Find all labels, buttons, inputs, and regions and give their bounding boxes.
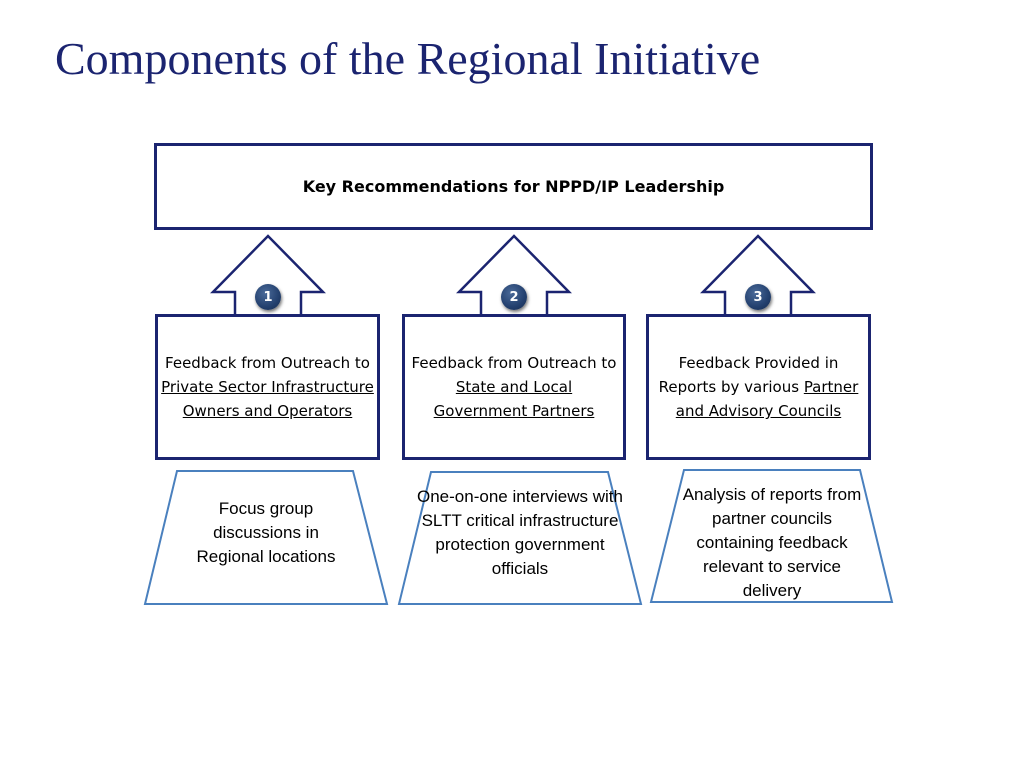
step-badge-3: 3 — [745, 284, 771, 310]
feedback-box-1 — [155, 314, 380, 460]
feedback-text-2: Feedback from Outreach to — [411, 354, 617, 372]
step-badge-2: 2 — [501, 284, 527, 310]
method-text-3: Analysis of reports from partner councils containing feedback relevant to service delivery — [682, 485, 862, 600]
feedback-link-2: State and Local Government Partners — [433, 378, 595, 420]
step-badge-1: 1 — [255, 284, 281, 310]
page-title: Components of the Regional Initiative — [55, 33, 761, 84]
feedback-link-3: Partner and Advisory Councils — [675, 378, 859, 420]
key-recommendations-label: Key Recommendations for NPPD/IP Leadership — [302, 177, 725, 196]
feedback-text-1: Feedback from Outreach to — [165, 354, 370, 372]
feedback-box-2 — [402, 314, 626, 460]
feedback-link-1: Private Sector Infrastructure Owners and Operators — [161, 378, 374, 420]
method-text-2: One-on-one interviews with SLTT critical infrastructure protection government officials — [417, 487, 623, 578]
feedback-text-3: Feedback Provided in Reports by various — [658, 354, 839, 396]
feedback-box-3 — [646, 314, 871, 460]
method-text-1: Focus group discussions in Regional locations — [196, 499, 336, 566]
